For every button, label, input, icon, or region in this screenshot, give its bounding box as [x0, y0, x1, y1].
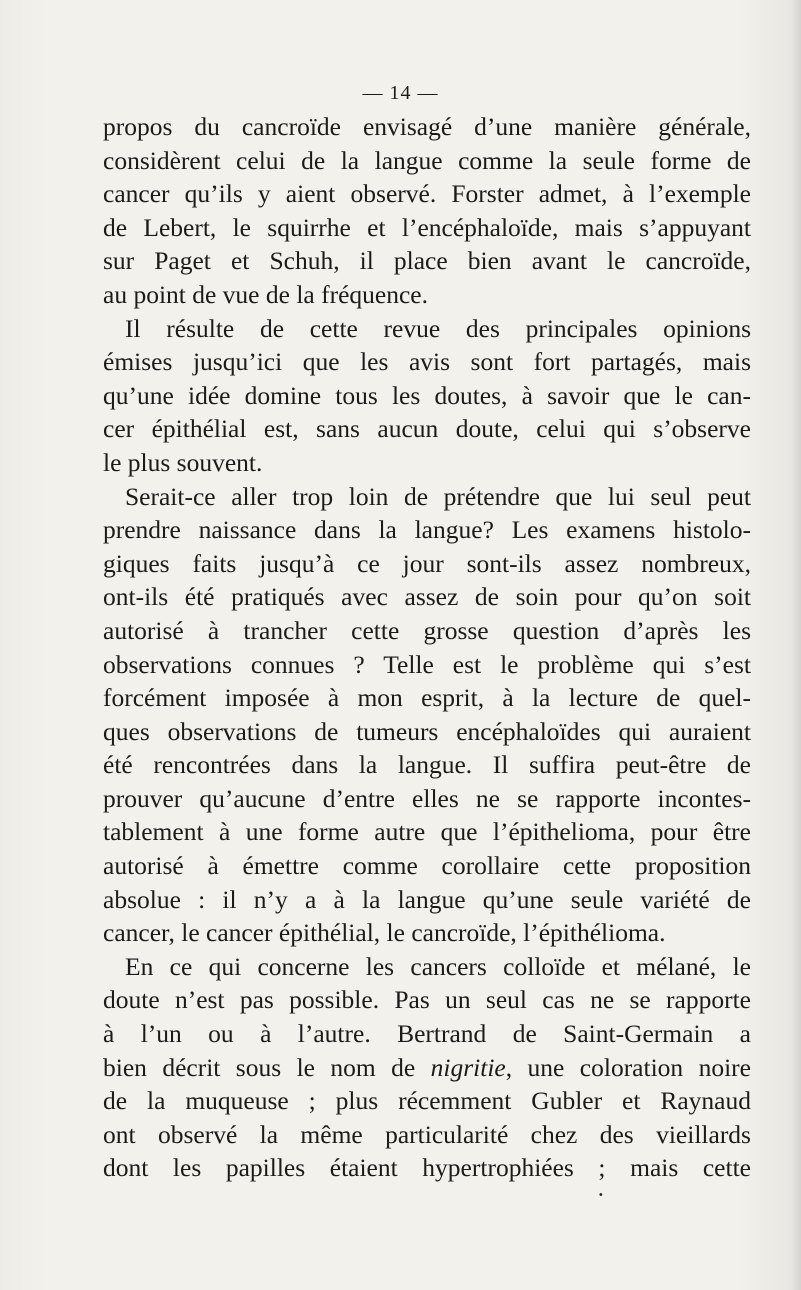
page-number: — 14 —	[362, 82, 439, 104]
text-line: tablement à une forme autre que l’épithelioma, pour être	[103, 817, 751, 847]
text-line: à l’un ou à l’autre. Bertrand de Saint-Germain a	[103, 1019, 751, 1049]
text-line: absolue : il n’y a à la langue qu’une seule variété de	[103, 884, 751, 914]
text-line: forcément imposée à mon esprit, à la lecture de quel-	[103, 683, 751, 713]
text-line: qu’une idée domine tous les doutes, à savoir que le can-	[103, 380, 751, 410]
text-line: En ce qui concerne les cancers colloïde et mélané, le	[125, 951, 751, 981]
text-line: sur Paget et Schuh, il place bien avant le cancroïde,	[103, 246, 751, 276]
text-line: Il résulte de cette revue des principales opinions	[125, 313, 751, 343]
text-segment: bien décrit sous le nom de	[103, 1052, 431, 1082]
ink-mark: •	[595, 1187, 607, 1202]
text-line: de Lebert, le squirrhe et l’encéphaloïde, mais s’appuyant	[103, 212, 751, 242]
text-line: autorisé à trancher cette grosse question d’après les	[103, 615, 751, 645]
text-line: doute n’est pas possible. Pas un seul cas ne se rapporte	[103, 985, 751, 1015]
text-line: cancer, le cancer épithélial, le cancroïde, l’épithélioma.	[103, 918, 666, 948]
text-line: prouver qu’aucune d’entre elles ne se rapporte incontes-	[103, 783, 751, 813]
text-line: ont-ils été pratiqués avec assez de soin pour qu’on soit	[103, 582, 751, 612]
text-line: propos du cancroïde envisagé d’une manière générale,	[103, 112, 751, 141]
text-line: observations connues ? Telle est le problème qui s’est	[103, 649, 751, 679]
text-line: autorisé à émettre comme corollaire cette proposition	[103, 851, 751, 881]
body-text	[103, 110, 751, 1185]
text-line: été rencontrées dans la langue. Il suffira peut-être de	[103, 750, 751, 780]
text-line: dont les papilles étaient hypertrophiées ; mais cette	[103, 1153, 751, 1183]
text-segment: , une coloration noire	[505, 1052, 751, 1082]
text-line: le plus souvent.	[103, 447, 263, 477]
text-line-with-italic	[103, 1051, 751, 1085]
text-line: cancer qu’ils y aient observé. Forster admet, à l’exemple	[103, 179, 751, 209]
text-line: cer épithélial est, sans aucun doute, celui qui s’observe	[103, 414, 751, 444]
text-line: prendre naissance dans la langue? Les examens histolo-	[103, 515, 751, 545]
text-line: considèrent celui de la langue comme la seule forme de	[103, 145, 751, 175]
page-edge-shadow	[791, 0, 801, 1290]
text-line: giques faits jusqu’à ce jour sont-ils assez nombreux,	[103, 548, 751, 578]
text-line: de la muqueuse ; plus récemment Gubler et Raynaud	[103, 1086, 751, 1116]
text-line: émises jusqu’ici que les avis sont fort partagés, mais	[103, 347, 751, 377]
text-line: Serait-ce aller trop loin de prétendre que lui seul peut	[125, 481, 751, 511]
text-line: ont observé la même particularité chez des vieillards	[103, 1119, 751, 1149]
italic-term: nigritie	[430, 1052, 506, 1082]
text-line: ques observations de tumeurs encéphaloïdes qui auraient	[103, 716, 751, 746]
text-line: au point de vue de la fréquence.	[103, 279, 428, 309]
